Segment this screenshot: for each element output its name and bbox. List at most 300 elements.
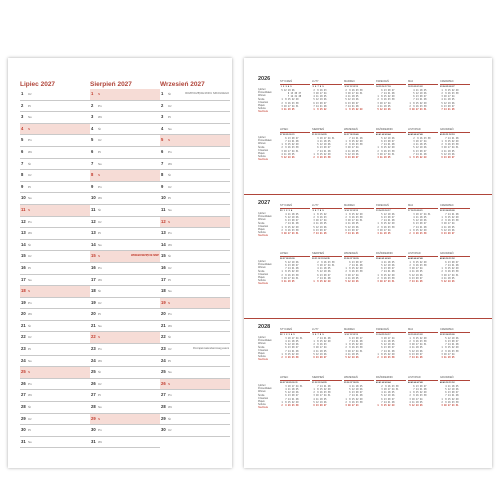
day-row[interactable] <box>160 332 230 344</box>
day-line: 4 11 18 25 <box>312 140 331 143</box>
day-row[interactable] <box>20 402 90 414</box>
day-row[interactable] <box>160 321 230 333</box>
day-row[interactable] <box>20 193 90 205</box>
day-number: 5 <box>21 137 24 143</box>
day-weekday: Śr <box>168 92 171 96</box>
day-row[interactable] <box>90 367 160 379</box>
day-number: 13 <box>161 230 166 236</box>
day-line: 3 10 17 24 31 <box>312 394 331 398</box>
day-line: 5 12 19 26 <box>280 391 299 395</box>
day-line: 2 9 16 23 <box>312 343 327 347</box>
mini-month-name: MARZEC <box>344 204 374 209</box>
day-weekday: Pt <box>98 393 101 398</box>
day-row[interactable] <box>160 251 230 263</box>
day-row[interactable] <box>160 170 230 182</box>
day-row[interactable] <box>160 367 230 379</box>
weekday-label: tydzień <box>258 88 266 91</box>
day-line: 4 11 18 25 <box>440 276 455 280</box>
mini-month-name: LIPIEC <box>280 252 310 257</box>
day-row[interactable] <box>90 240 160 252</box>
day-row[interactable] <box>160 217 230 229</box>
day-weekday: So <box>168 207 172 212</box>
weekday-label: Wtorek <box>258 342 266 346</box>
day-line: 6 13 20 27 <box>408 276 423 280</box>
day-row[interactable] <box>160 124 230 136</box>
day-weekday: Pt <box>28 265 31 270</box>
day-row[interactable] <box>90 275 160 287</box>
day-row[interactable] <box>90 263 160 275</box>
day-row[interactable] <box>160 298 230 310</box>
week-numbers: 39 40 41 42 43 <box>376 257 391 260</box>
day-weekday: N <box>28 370 31 375</box>
day-number: 23 <box>91 346 96 352</box>
day-row[interactable] <box>20 101 90 113</box>
day-weekday: So <box>28 277 32 282</box>
day-line: 4 11 18 25 <box>440 149 455 153</box>
day-weekday: Cz <box>98 138 102 143</box>
day-number: 29 <box>91 415 96 421</box>
day-number: 31 <box>91 438 96 444</box>
day-row[interactable] <box>160 101 230 113</box>
day-row[interactable] <box>20 263 90 275</box>
weekday-label: Piątek <box>258 228 265 232</box>
day-number: 29 <box>21 415 26 421</box>
day-number: 2 <box>91 102 94 108</box>
day-line: 1 8 15 22 29 <box>408 336 427 340</box>
day-line: 3 10 17 24 31 <box>280 149 299 153</box>
day-row[interactable] <box>160 286 230 298</box>
mini-month <box>312 376 342 407</box>
day-weekday: Pn <box>168 149 172 154</box>
right-page <box>244 58 492 468</box>
day-line: 2 9 16 23 30 <box>344 143 363 147</box>
day-weekday: Wt <box>98 358 102 363</box>
day-row[interactable] <box>90 182 160 194</box>
mini-month-name: LISTOPAD <box>408 252 438 257</box>
day-line: 2 9 16 23 <box>312 88 327 92</box>
weekday-labels <box>258 212 272 238</box>
day-line: 2 9 16 23 30 <box>376 98 395 102</box>
day-line: 2 9 16 23 30 <box>344 400 363 404</box>
day-line: 4 11 18 25 <box>280 152 295 156</box>
day-weekday: N <box>98 335 101 340</box>
day-number: 28 <box>91 404 96 410</box>
day-row[interactable] <box>20 379 90 391</box>
day-line: 2 9 16 23 30 <box>440 270 459 274</box>
mini-month-name: KWIECIEŃ <box>376 80 406 85</box>
day-row[interactable] <box>90 298 160 310</box>
mini-month <box>312 128 342 159</box>
day-weekday: Pn <box>28 381 32 386</box>
day-weekday: Wt <box>168 161 172 166</box>
day-row[interactable] <box>90 425 160 437</box>
weekday-label: Sobota <box>258 107 266 111</box>
day-line: 3 10 17 24 <box>440 352 455 356</box>
day-number: 22 <box>91 334 96 340</box>
day-weekday: N <box>98 416 101 421</box>
day-line: 2 9 16 23 30 <box>280 101 299 105</box>
day-row[interactable] <box>20 414 90 426</box>
day-line: 4 11 18 25 <box>376 232 391 236</box>
day-row[interactable] <box>160 390 230 402</box>
day-number: 17 <box>21 276 26 282</box>
day-line: 3 10 17 24 <box>312 92 327 95</box>
mini-month <box>408 80 438 111</box>
day-line: 3 10 17 24 <box>312 219 327 223</box>
day-line: 2 9 16 23 30 <box>312 260 335 264</box>
day-line: 7 14 21 28 <box>280 267 299 271</box>
mini-month <box>344 204 374 235</box>
day-line: 6 13 20 27 <box>376 88 395 92</box>
mini-month-name: PAŹDZIERNIK <box>376 376 406 381</box>
day-number: 4 <box>161 125 164 131</box>
day-row[interactable] <box>160 159 230 171</box>
weekday-labels <box>258 136 272 162</box>
day-line: 6 13 20 27 <box>312 146 331 150</box>
day-line: 5 12 19 26 <box>376 394 395 398</box>
day-weekday: Śr <box>28 242 31 247</box>
day-weekday: Cz <box>28 335 32 340</box>
day-line: 6 13 20 27 <box>408 352 423 356</box>
month-title: Lipiec 2027 <box>20 81 56 88</box>
day-line: 2 9 16 23 30 <box>312 391 331 395</box>
day-line: 7 14 21 28 <box>280 95 302 99</box>
day-row[interactable] <box>20 205 90 217</box>
day-line: 3 10 17 24 <box>344 273 359 277</box>
day-number: 12 <box>161 218 166 224</box>
day-row[interactable] <box>20 356 90 368</box>
day-line: 7 14 21 28 <box>280 397 299 401</box>
day-row[interactable] <box>160 275 230 287</box>
day-number: 11 <box>91 206 96 212</box>
day-line: 3 10 17 24 31 <box>440 404 459 408</box>
day-row[interactable] <box>20 367 90 379</box>
day-row[interactable] <box>20 437 90 449</box>
day-row[interactable] <box>90 193 160 205</box>
day-weekday: Cz <box>168 265 172 270</box>
day-number: 14 <box>161 241 166 247</box>
week-numbers: 36 37 38 39 40 <box>344 133 359 136</box>
day-row[interactable] <box>20 135 90 147</box>
weekday-label: Wtorek <box>258 94 266 98</box>
day-row[interactable] <box>160 414 230 426</box>
day-line: 2 9 16 23 30 <box>312 156 331 160</box>
day-line: 2 9 16 23 30 <box>376 356 395 360</box>
day-row[interactable] <box>90 437 160 449</box>
day-line: 7 14 21 28 <box>408 152 427 156</box>
day-line: 6 13 20 27 <box>408 384 427 388</box>
day-row[interactable] <box>90 101 160 113</box>
day-line: 5 12 19 26 <box>280 260 299 264</box>
day-row[interactable] <box>90 135 160 147</box>
week-numbers: 26 27 28 29 30 <box>280 257 295 260</box>
day-row[interactable] <box>90 332 160 344</box>
day-line: 6 13 20 27 <box>376 397 395 401</box>
day-weekday: Pn <box>168 393 172 398</box>
week-numbers: 52 1 2 3 4 5 <box>280 333 295 336</box>
day-number: 22 <box>21 334 26 340</box>
day-row[interactable] <box>160 344 230 356</box>
mini-month-name: GRUDZIEŃ <box>440 128 470 133</box>
day-row[interactable] <box>20 332 90 344</box>
day-row[interactable] <box>160 356 230 368</box>
day-row[interactable] <box>90 251 160 263</box>
day-line: 4 11 18 25 <box>408 88 427 92</box>
day-row[interactable] <box>20 390 90 402</box>
day-line: 4 11 18 25 <box>408 346 423 350</box>
day-row[interactable] <box>20 240 90 252</box>
year-divider <box>244 194 492 195</box>
day-row[interactable] <box>20 147 90 159</box>
day-row[interactable] <box>160 402 230 414</box>
day-row[interactable] <box>20 182 90 194</box>
day-number: 14 <box>21 241 26 247</box>
day-number: 19 <box>91 299 96 305</box>
day-row[interactable] <box>20 228 90 240</box>
mini-month <box>312 204 342 235</box>
week-numbers: 5 6 7 8 9 <box>312 209 324 212</box>
day-weekday: N <box>98 173 101 178</box>
weekday-label: Sobota <box>258 355 266 359</box>
day-row[interactable] <box>90 124 160 136</box>
mini-month <box>312 80 342 111</box>
weekday-label: Czwartek <box>258 272 268 276</box>
weekday-label: Niedziela <box>258 358 268 362</box>
day-line: 5 12 19 26 <box>312 400 327 404</box>
day-weekday: N <box>98 254 101 259</box>
day-line: 5 12 19 26 <box>440 388 459 391</box>
day-line: 2 9 16 23 30 <box>440 92 459 95</box>
day-row[interactable] <box>90 170 160 182</box>
day-weekday: Pt <box>98 312 101 317</box>
day-row[interactable] <box>160 89 230 101</box>
week-numbers: 18 19 20 21 22 <box>408 333 423 336</box>
week-numbers: 9 10 11 12 13 <box>344 333 358 336</box>
day-line: 4 11 18 25 <box>312 222 327 226</box>
mini-month <box>376 204 406 235</box>
day-row[interactable] <box>160 425 230 437</box>
day-weekday: Śr <box>98 126 101 131</box>
day-weekday: Wt <box>28 393 32 398</box>
day-weekday: Wt <box>98 196 102 201</box>
day-row[interactable] <box>90 112 160 124</box>
day-row[interactable] <box>20 159 90 171</box>
day-row[interactable] <box>160 240 230 252</box>
day-row[interactable] <box>20 286 90 298</box>
day-line: 6 13 20 27 <box>376 346 395 350</box>
day-number: 19 <box>161 299 166 305</box>
day-row[interactable] <box>90 379 160 391</box>
day-weekday: Cz <box>28 254 32 259</box>
week-numbers: 53 1 2 3 4 <box>280 209 293 212</box>
day-line: 7 14 21 28 <box>280 349 299 353</box>
day-weekday: Śr <box>28 405 31 410</box>
day-line: 3 10 17 24 31 <box>344 349 363 353</box>
day-line: 1 8 15 22 29 <box>280 270 299 274</box>
day-line: 5 12 19 26 <box>312 352 327 356</box>
week-numbers: 27 28 29 30 31 <box>280 133 295 136</box>
mini-month <box>440 204 470 235</box>
day-weekday: Pn <box>98 428 102 433</box>
day-row[interactable] <box>20 251 90 263</box>
day-line: 2 9 16 23 30 <box>376 276 395 280</box>
day-row[interactable] <box>160 182 230 194</box>
day-weekday: Cz <box>28 173 32 178</box>
week-numbers: 22 23 24 25 26 <box>440 333 455 336</box>
day-line: 5 12 19 26 <box>376 108 391 112</box>
day-number: 29 <box>161 415 166 421</box>
day-line: 1 8 15 22 29 <box>408 228 427 232</box>
day-line: 4 11 18 25 <box>408 270 423 274</box>
day-line: 1 8 15 22 29 <box>344 212 363 216</box>
day-line: 5 12 19 26 <box>376 343 395 347</box>
day-line: 6 13 20 27 <box>312 356 327 360</box>
day-row[interactable] <box>160 135 230 147</box>
day-number: 10 <box>161 195 166 201</box>
day-line: 7 14 21 28 <box>312 104 327 108</box>
day-line: 3 10 17 24 31 <box>280 232 299 236</box>
day-line: 2 9 16 23 30 <box>376 225 395 229</box>
weekday-labels <box>258 260 272 286</box>
day-number: 16 <box>91 264 96 270</box>
day-row[interactable] <box>160 228 230 240</box>
day-number: 14 <box>91 241 96 247</box>
day-line: 2 9 16 23 30 <box>440 143 459 147</box>
day-line: 2 9 16 23 30 <box>408 104 427 108</box>
mini-month <box>344 80 374 111</box>
day-weekday: Wt <box>98 115 102 120</box>
mini-month-name: LUTY <box>312 80 342 85</box>
day-row[interactable] <box>160 379 230 391</box>
day-line: 6 13 20 27 <box>344 391 363 395</box>
day-number: 11 <box>161 206 166 212</box>
day-row[interactable] <box>20 170 90 182</box>
day-row[interactable] <box>20 298 90 310</box>
day-row[interactable] <box>90 228 160 240</box>
day-line: 2 9 16 23 30 <box>408 232 427 236</box>
day-line: 3 10 17 24 31 <box>376 280 395 284</box>
mini-month-name: SIERPIEŃ <box>312 128 342 133</box>
day-line: 3 10 17 24 31 <box>408 343 427 347</box>
day-line: 5 12 19 26 <box>344 280 359 284</box>
day-line: 7 14 21 28 <box>344 232 359 236</box>
weekday-label: Piątek <box>258 104 265 108</box>
day-line: 7 14 21 28 <box>440 108 455 112</box>
day-row[interactable] <box>20 217 90 229</box>
day-line: 5 12 19 26 <box>344 98 359 102</box>
day-line: 7 14 21 28 <box>408 98 427 102</box>
week-numbers: 48 49 50 51 52 <box>440 257 455 260</box>
day-row[interactable] <box>160 112 230 124</box>
mini-month <box>408 376 438 407</box>
day-number: 15 <box>21 253 26 259</box>
week-numbers: 9 10 11 12 13 <box>344 209 358 212</box>
week-numbers: 17 18 19 20 21 <box>408 209 423 212</box>
day-number: 7 <box>21 160 24 166</box>
day-row[interactable] <box>90 89 160 101</box>
day-row[interactable] <box>90 147 160 159</box>
day-row[interactable] <box>160 263 230 275</box>
day-weekday: Pn <box>98 103 102 108</box>
day-row[interactable] <box>20 321 90 333</box>
mini-month <box>408 204 438 235</box>
day-row[interactable] <box>160 147 230 159</box>
holiday-note: WNIEBOWZIĘCIE NMP <box>131 254 159 258</box>
day-line: 6 13 20 27 <box>280 264 299 267</box>
day-line: 6 13 20 27 <box>344 101 359 105</box>
day-number: 19 <box>21 299 26 305</box>
day-row[interactable] <box>20 112 90 124</box>
day-number: 6 <box>91 148 94 154</box>
mini-month <box>280 128 310 159</box>
day-weekday: Śr <box>168 335 171 340</box>
day-line: 3 10 17 24 <box>440 222 455 226</box>
day-line: 3 10 17 24 31 <box>440 146 459 150</box>
day-row[interactable] <box>160 193 230 205</box>
weekday-label: Wtorek <box>258 390 266 394</box>
day-line: 3 10 17 24 <box>312 346 327 350</box>
day-line: 3 10 17 24 31 <box>312 136 335 140</box>
day-row[interactable] <box>90 205 160 217</box>
day-row[interactable] <box>20 89 90 101</box>
day-row[interactable] <box>160 205 230 217</box>
week-numbers: 26 27 28 29 30 31 <box>280 381 298 384</box>
day-line: 4 11 18 25 <box>376 391 395 395</box>
day-line: 1 8 15 22 29 <box>280 225 299 229</box>
day-line: 6 13 20 27 <box>280 92 302 95</box>
day-row[interactable] <box>90 309 160 321</box>
day-row[interactable] <box>90 286 160 298</box>
day-row[interactable] <box>90 344 160 356</box>
day-row[interactable] <box>160 309 230 321</box>
day-row[interactable] <box>90 390 160 402</box>
day-number: 24 <box>91 357 96 363</box>
day-row[interactable] <box>20 344 90 356</box>
mini-month <box>344 128 374 159</box>
weekday-label: Piątek <box>258 352 265 356</box>
day-weekday: Cz <box>98 300 102 305</box>
year-label: 2028 <box>258 324 271 330</box>
day-row[interactable] <box>90 217 160 229</box>
day-line: 2 9 16 23 30 <box>408 340 427 343</box>
day-weekday: N <box>98 92 101 96</box>
day-row[interactable] <box>20 275 90 287</box>
day-row[interactable] <box>90 321 160 333</box>
day-line: 7 14 21 28 <box>344 104 359 108</box>
day-row[interactable] <box>20 425 90 437</box>
day-weekday: Pt <box>28 347 31 352</box>
year-label: 2027 <box>258 200 271 206</box>
day-line: 3 10 17 24 31 <box>376 152 395 156</box>
day-row[interactable] <box>20 309 90 321</box>
day-row[interactable] <box>90 414 160 426</box>
day-row[interactable] <box>20 124 90 136</box>
day-row[interactable] <box>90 356 160 368</box>
day-line: 4 11 18 25 <box>344 95 359 99</box>
holiday-note: Początek kalendarzowej jesieni <box>192 347 229 351</box>
day-line: 4 11 18 25 <box>312 349 327 353</box>
week-numbers: 44 45 46 47 48 <box>408 381 423 384</box>
mini-month <box>312 252 342 283</box>
day-line: 2 9 16 23 30 <box>440 219 459 223</box>
day-row[interactable] <box>90 159 160 171</box>
mini-month-name: SIERPIEŃ <box>312 252 342 257</box>
day-row[interactable] <box>90 402 160 414</box>
day-line: 5 12 19 26 <box>376 212 395 216</box>
day-line: 4 11 18 25 <box>408 400 423 404</box>
weekday-label: Środa <box>258 393 265 397</box>
day-number: 1 <box>161 91 164 96</box>
